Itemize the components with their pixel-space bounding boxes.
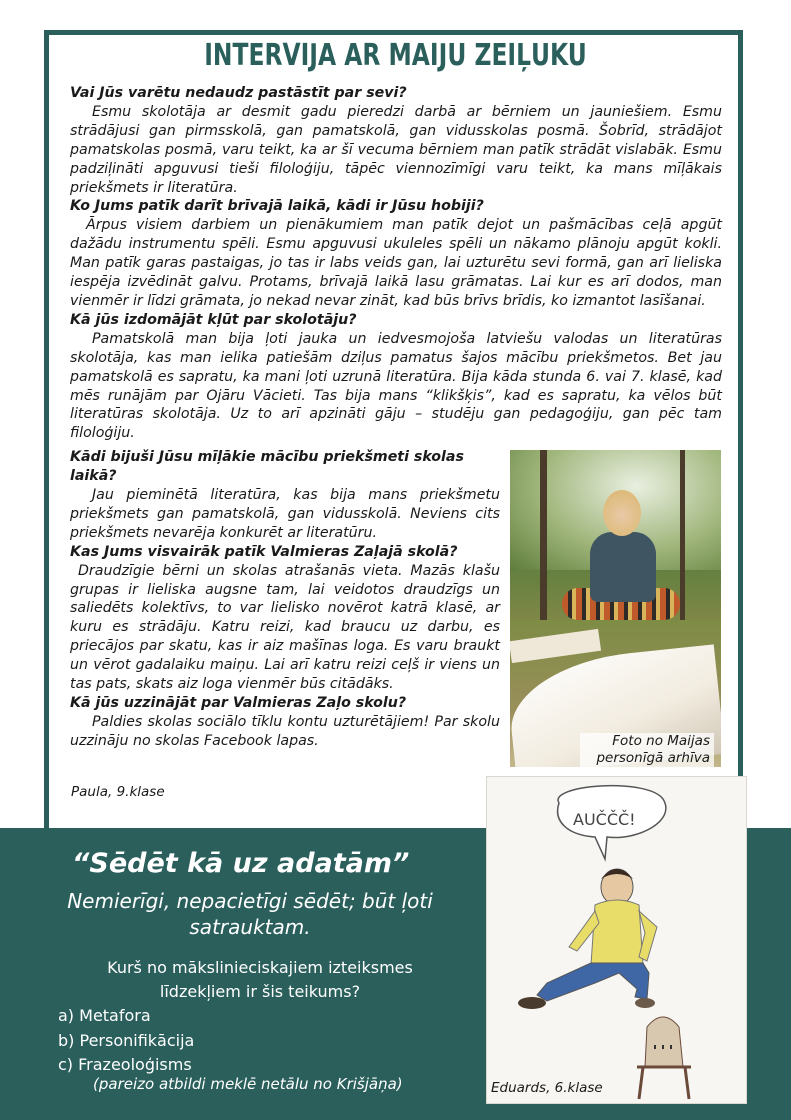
student-drawing xyxy=(486,776,747,1104)
quiz-question: Kurš no mākslinieciskajiem izteiksmes līdzekļiem ir šis teikums? xyxy=(107,958,413,1001)
quiz-hint: (pareizo atbildi meklē netālu no Krišjāņa) xyxy=(93,1075,403,1093)
answer-4: Jau pieminētā literatūra, kas bija mans priekšmetu priekšmets gan pamatskolā, gan vidusskolā. Neviens cits priekšmets nevarēja konkurēt ar literatūru. xyxy=(70,487,500,541)
article-author: Paula, 9.klase xyxy=(71,784,165,800)
photo-tree-trunk xyxy=(540,450,547,630)
quiz-option-c: c) Frazeoloģisms xyxy=(58,1055,192,1074)
answer-2: Ārpus visiem darbiem un pienākumiem man patīk dejot un pašmācības ceļā apgūt dažādu instrumentu spēli. Esmu apguvusi ukuleles spēli un nākamo plānoju apgūt kokli. Man patīk garas pastaigas, jo tas ir labs veids gan, lai uzturētu sevi formā, gan arī lieliska iespēja izvēdināt galvu. Protams, brīvajā laikā lasu grāmatas. Lai kur es arī dodos, man vienmēr ir līdzi grāmata, jo nekad nevar zināt, kad būs brīvs brīdis, ko izmantot lasīšanai. xyxy=(70,217,722,309)
photo-tree-trunk xyxy=(680,450,685,630)
photo-person-body xyxy=(590,532,656,602)
question-6: Kā jūs uzzinājāt par Valmieras Zaļo skolu? xyxy=(70,695,407,711)
question-1: Vai Jūs varētu nedaudz pastāstīt par sevi? xyxy=(70,85,407,101)
answer-1: Esmu skolotāja ar desmit gadu pieredzi darbā ar bērniem un jauniešiem. Esmu strādājusi gan pirmsskolā, gan pamatskolā, gan vidusskolas posmā. Šobrīd, strādājot pamatskolas posmā, varu teikt, ka ar šī vecuma bērniem man patīk strādāt vislabāk. Esmu padziļināti apguvusi tieši filoloģiju, tāpēc viennozīmīgi varu teikt, ka mans mīļākais priekšmets ir literatūra. xyxy=(70,103,722,196)
article-title: INTERVIJA AR MAIJU ZEIĻUKU xyxy=(204,38,587,73)
question-2: Ko Jums patīk darīt brīvajā laikā, kādi ir Jūsu hobiji? xyxy=(70,198,484,215)
quiz-options xyxy=(58,1004,194,1078)
question-3: Kā jūs izdomājāt kļūt par skolotāju? xyxy=(70,311,357,328)
teacher-photo xyxy=(510,450,721,767)
quiz-option-a: a) Metafora xyxy=(58,1006,151,1025)
drawing-illustration xyxy=(487,777,746,1103)
photo-caption: Foto no Maijas personīgā arhīva xyxy=(580,733,714,767)
photo-person-head xyxy=(603,490,641,536)
drawing-speech-text: AUČČČ! xyxy=(573,810,636,829)
answer-3: Pamatskolā man bija ļoti jauka un iedvesmojoša latviešu valodas un literatūras skolotāja, kas man ielika patiešām dziļus pamatus šajos mācību priekšmetos. Bet jau pamatskolā es sapratu, ka mani ļoti uzrunā literatūra. Bija kāda stunda 6. vai 7. klasē, kad mēs runājām par Ojāru Vācieti. Tas bija mans “klikšķis”, kad es sapratu, ka vēlos būt literatūras skolotāja. Uz to arī apzināti gāju – studēju gan pedagoģiju, gan pēc tam filoloģiju. xyxy=(70,330,722,442)
answer-6: Paldies skolas sociālo tīklu kontu uzturētājiem! Par skolu uzzināju no skolas Facebook lapas. xyxy=(70,713,500,749)
idiom-meaning: Nemierīgi, nepacietīgi sēdēt; būt ļoti satrauktam. xyxy=(67,889,433,939)
drawing-caption: Eduards, 6.klase xyxy=(491,1080,603,1096)
answer-5: Draudzīgie bērni un skolas atrašanās vieta. Mazās klašu grupas ir lieliska augsne tam, lai veidotos draudzīgs un saliedēts kolektīvs, to var lielisko novērot katrā klasē, ar kuru es strādāju. Katru reizi, kad braucu uz darbu, es priecājos par skatu, kas ir aiz mašīnas loga. Es varu braukt un vērot gadalaiku maiņu. Lai arī katru reizi ceļš ir viens un tas pats, skats aiz loga vienmēr būs citādāks. xyxy=(70,562,500,693)
idiom-title: “Sēdēt kā uz adatām” xyxy=(72,848,410,879)
quiz-option-b: b) Personifikācija xyxy=(58,1030,195,1050)
question-4: Kādi bijuši Jūsu mīļākie mācību priekšmeti skolas laikā? xyxy=(70,449,464,485)
question-5: Kas Jums visvairāk patīk Valmieras Zaļajā skolā? xyxy=(70,543,458,560)
